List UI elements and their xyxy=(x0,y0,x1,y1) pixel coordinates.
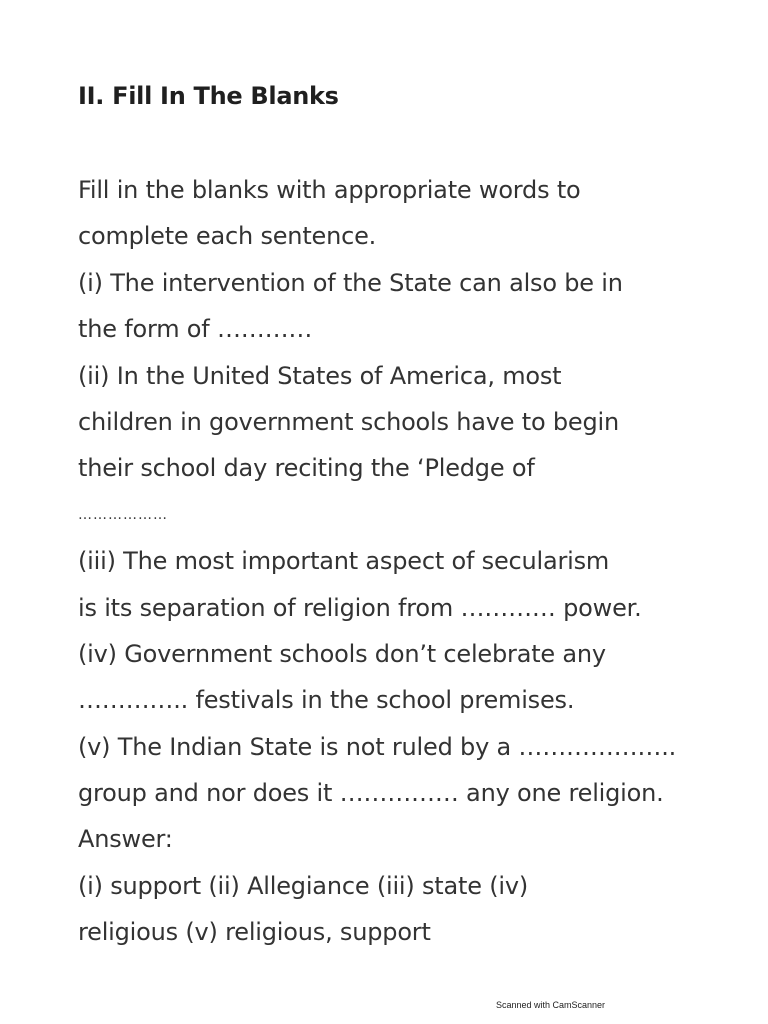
question-line: (v) The Indian State is not ruled by a ……………….. xyxy=(78,732,677,761)
question-line: (iii) The most important aspect of secularism xyxy=(78,547,610,576)
answer-line: (i) support (ii) Allegiance (iii) state (iv) xyxy=(78,871,529,900)
answer-line: religious (v) religious, support xyxy=(78,918,431,947)
answer-label: Answer: xyxy=(78,825,173,854)
question-line: ………….. festivals in the school premises. xyxy=(78,686,575,715)
question-line: (ii) In the United States of America, most xyxy=(78,361,562,390)
text-line: complete each sentence. xyxy=(78,222,377,251)
question-line: (iv) Government schools don’t celebrate any xyxy=(78,639,606,668)
scanner-watermark: Scanned with CamScanner xyxy=(496,1000,606,1010)
blank-line: ……………… xyxy=(78,506,168,523)
question-line: (i) The intervention of the State can also be in xyxy=(78,268,623,297)
text-line: Fill in the blanks with appropriate words to xyxy=(78,176,581,204)
question-line: group and nor does it …………… any one religion. xyxy=(78,779,664,808)
question-line: is its separation of religion from ………… power. xyxy=(78,593,642,622)
question-line: the form of ………… xyxy=(78,315,313,344)
question-line: children in government schools have to begin xyxy=(78,407,619,436)
section-heading: II. Fill In The Blanks xyxy=(78,82,339,110)
question-line: their school day reciting the ‘Pledge of xyxy=(78,454,535,483)
exercise-text xyxy=(78,167,758,956)
